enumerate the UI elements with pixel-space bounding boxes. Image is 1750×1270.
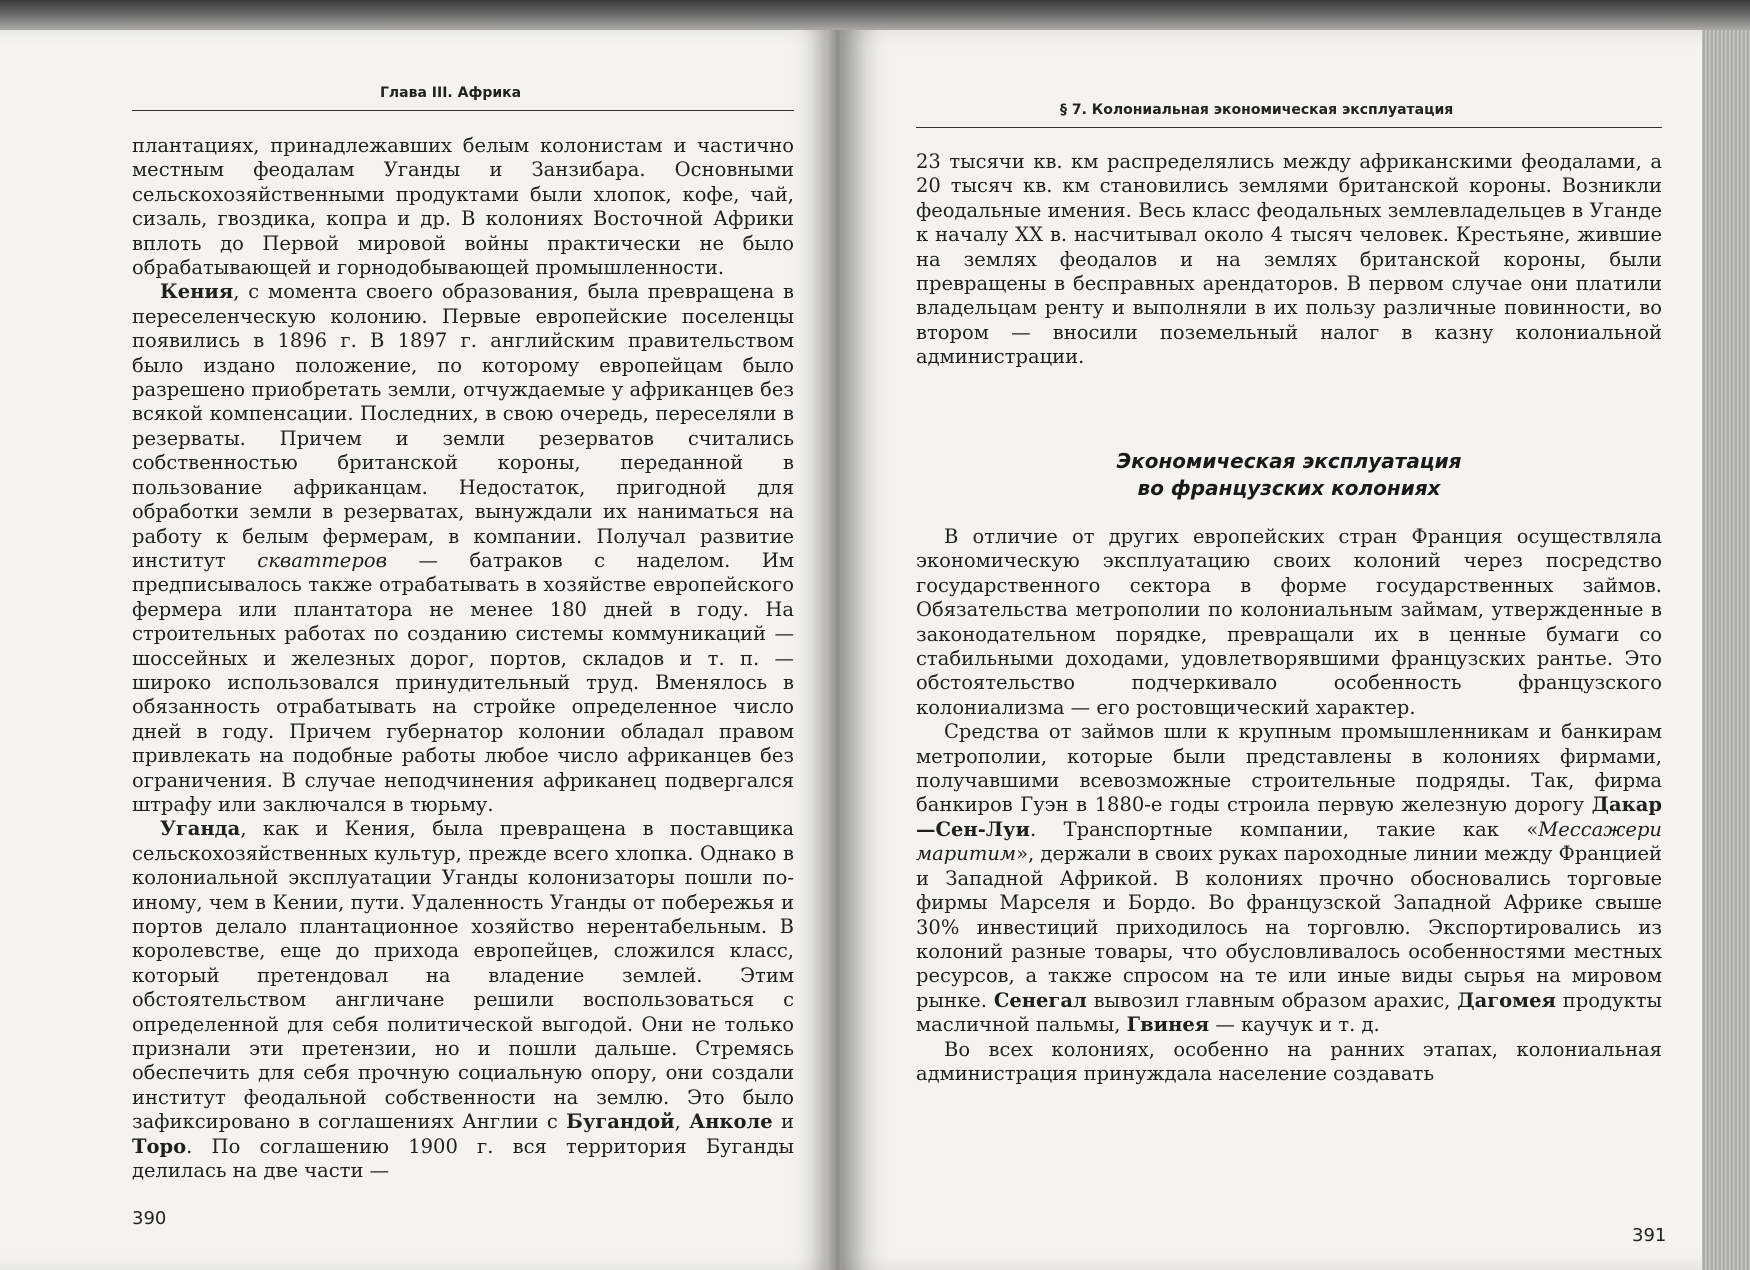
right-paragraph-france: [916, 525, 1662, 720]
right-running-head: § 7. Колониальная экономическая эксплуатация: [1060, 102, 1454, 118]
right-paragraph-1: [916, 150, 1662, 370]
text-run: — каучук и т. д.: [1209, 1013, 1380, 1037]
right-page-number: 391: [1632, 1225, 1667, 1246]
bold-term: Бугандой: [566, 1110, 675, 1134]
left-paragraph-kenya: [132, 280, 794, 817]
text-run: », держали в своих руках пароходные линии между Францией и Западной Африкой. В колониях прочно обосновались торговые фирмы Марселя и Бордо. Во французской Западной Африке свыше 30% инвестиций приходилось на торговлю. Экспортировались из колоний разные товары, что обусловливалось особенностями местных ресурсов, а также спросом на те или иные виды сырья на мировом рынке.: [916, 842, 1662, 1012]
book-page-edges: [1702, 30, 1750, 1270]
left-page: [0, 30, 832, 1270]
scan-top-shadow: [0, 0, 1750, 34]
text-run: Во всех колониях, особенно на ранних этапах, колониальная администрация принуждала население создавать: [916, 1037, 1662, 1085]
left-paragraph-1: [132, 134, 794, 280]
text-run: , с момента своего образования, была превращена в переселенческую колонию. Первые европейские поселенцы появились в 1896 г. В 1897 г. английским правительством было издано положение, по которому европейцам было разрешено приобретать земли, отчуждаемые у африканцев без всякой компенсации. Последних, в свою очередь, переселяли в резерваты. Причем и земли резерватов считались собственностью британской короны, переданной в пользование африканцам. Недостаток, пригодной для обработки земли в резерватах, вынуждали их наниматься на работу к белым фермерам, в компании. Получал развитие институт: [132, 280, 794, 572]
text-run: . Транспортные компании, такие как «: [1029, 817, 1539, 841]
bold-term: Анколе: [689, 1110, 773, 1134]
section-heading: [916, 448, 1662, 502]
text-run: , как и Кения, была превращена в поставщика сельскохозяйственных культур, прежде всего хлопка. Однако в колониальной эксплуатации Уганды колонизаторы пошли по-иному, чем в Кении, пути. Удаленность Уганды от побережья и портов делало плантационное хозяйство нерентабельным. В королевстве, еще до прихода европейцев, сложился класс, который претендовал на владение землей. Этим обстоятельством англичане решили воспользоваться с определенной для себя политической выгодой. Они не только признали эти претензии, но и пошли дальше. Стремясь обеспечить для себя прочную социальную опору, они создали институт феодальной собственности на землю. Это было зафиксировано в соглашениях Англии с: [132, 817, 794, 1134]
left-paragraph-uganda: [132, 817, 794, 1183]
text-run: и: [772, 1110, 794, 1134]
left-running-head: Глава III. Африка: [380, 85, 522, 101]
text-run: Средства от займов шли к крупным промышленникам и банкирам метрополии, которые были представлены в колониях фирмами, получавшими всевозможные строительные подряды. Так, фирма банкиров Гуэн в 1880-е годы строила первую железную дорогу: [916, 720, 1662, 817]
bold-term: Гвинея: [1126, 1013, 1210, 1037]
text-run: 23 тысячи кв. км распределялись между африканскими феодалами, а 20 тысяч кв. км становились землями британской короны. Возникли феодальные имения. Весь класс феодальных землевладельцев в Уганде к началу XX в. насчитывал около 4 тысяч человек. Крестьяне, жившие на землях феодалов и на землях британской короны, были превращены в бесправных арендаторов. В первом случае они платили владельцам ренту и выполняли в их пользу различные повинности, во втором — вносили поземельный налог в казну колониальной администрации.: [916, 150, 1662, 369]
bold-term: Сенегал: [993, 988, 1087, 1012]
italic-term: скваттеров: [257, 548, 387, 572]
section-heading-line-1: Экономическая эксплуатация: [1116, 449, 1462, 473]
italic-term: Мессажери маритим: [916, 817, 1662, 866]
section-heading-line-2: во французских колониях: [1137, 476, 1441, 500]
left-page-number: 390: [132, 1208, 167, 1229]
left-header-rule: [132, 110, 794, 111]
bold-term: Торо: [132, 1134, 187, 1158]
right-body-text-bottom: [916, 525, 1662, 1086]
right-paragraph-loans: [916, 720, 1662, 1037]
right-paragraph-last: [916, 1038, 1662, 1087]
bold-term: Кения: [160, 280, 234, 304]
text-run: — батраков с наделом. Им предписывалось также отрабатывать в хозяйстве европейского фермера или плантатора не менее 180 дней в году. На строительных работах по созданию системы коммуникаций — шоссейных и железных дорог, портов, складов и т. п. — широко использовался принудительный труд. Вменялось в обязанность отрабатывать на стройке определенное число дней в году. Причем губернатор колонии обладал правом привлекать на подобные работы любое число африканцев без ограничения. В случае неподчинения африканец подвергался штрафу или заключался в тюрьму.: [132, 548, 794, 816]
bold-term: Дакар—Сен-Луи: [916, 793, 1662, 841]
left-body-text: [132, 134, 794, 1183]
text-run: . По соглашению 1900 г. вся территория Буганды делилась на две части —: [132, 1134, 794, 1183]
right-body-text-top: [916, 150, 1662, 370]
text-run: ,: [674, 1110, 690, 1134]
bold-term: Уганда: [160, 817, 241, 841]
right-header-rule: [916, 127, 1662, 128]
bold-term: Дагомея: [1457, 988, 1556, 1012]
text-run: плантациях, принадлежавших белым колонистам и частично местным феодалам Уганды и Занзибара. Основными сельскохозяйственными продуктами были хлопок, кофе, чай, сизаль, гвоздика, копра и др. В колониях Восточной Африки вплоть до Первой мировой войны практически не было обрабатывающей и горнодобывающей промышленности.: [132, 134, 794, 280]
text-run: продукты масличной пальмы,: [916, 988, 1663, 1037]
right-page: [842, 30, 1702, 1270]
text-run: вывозил главным образом арахис,: [1086, 988, 1458, 1012]
text-run: В отличие от других европейских стран Франция осуществляла экономическую эксплуатацию своих колоний через посредство государственного сектора в форме государственных займов. Обязательства метрополии по колониальным займам, утвержденные в законодательном порядке, превращали их в ценные бумаги со стабильными доходами, удовлетворявшими французских рантье. Это обстоятельство подчеркивало особенность французского колониализма — его ростовщический характер.: [916, 525, 1662, 719]
